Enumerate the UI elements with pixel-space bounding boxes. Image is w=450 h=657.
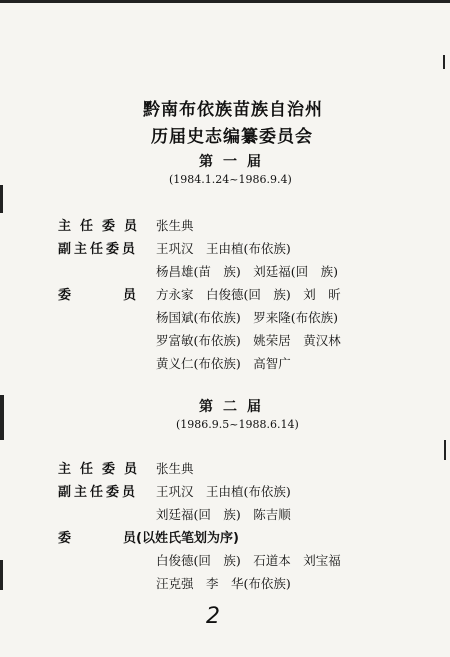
session2-heading: 第二届 — [199, 399, 271, 415]
session1-deputy-label: 副主任委员 — [58, 242, 139, 257]
page-number: 2 — [206, 604, 220, 629]
session1-members-line4: 黄义仁(布依族) 高智广 — [156, 356, 291, 371]
session1-heading: 第一届 — [199, 154, 271, 170]
session1-members-line2: 杨国斌(布依族) 罗来隆(布依族) — [156, 310, 339, 325]
session2-deputy-line1: 王巩汉 王由植(布依族) — [156, 484, 291, 499]
session2-members-label: 委 员(以姓氏笔划为序) — [58, 531, 239, 546]
scan-edge-left-mark — [0, 185, 3, 213]
scan-edge-right-mark — [443, 55, 445, 69]
session1-dates: (1984.1.24~1986.9.4) — [169, 173, 292, 186]
session1-members-line3: 罗富敏(布依族) 姚荣居 黄汉林 — [156, 333, 341, 348]
session2-deputy-label: 副主任委员 — [58, 485, 139, 500]
page-title-line1: 黔南布依族苗族自治州 — [143, 100, 323, 120]
session2-director-label: 主任委员 — [58, 462, 147, 477]
session2-deputy-line2: 刘廷福(回 族) 陈吉顺 — [156, 507, 291, 522]
session2-members-line1: 白俊德(回 族) 石道本 刘宝福 — [156, 553, 341, 568]
session1-members-line1: 方永家 白俊德(回 族) 刘 昕 — [156, 287, 341, 302]
session1-director-label: 主任委员 — [58, 219, 147, 234]
session1-director-name: 张生典 — [156, 218, 194, 233]
session1-deputy-line1: 王巩汉 王由植(布依族) — [156, 241, 291, 256]
scan-edge-left-mark — [0, 560, 3, 590]
scan-edge-left-mark — [0, 395, 4, 440]
scan-edge-right-mark — [444, 440, 446, 460]
session1-members-label: 委 员 — [58, 288, 137, 303]
page-title-line2: 历届史志编纂委员会 — [151, 127, 313, 147]
session2-director-name: 张生典 — [156, 461, 194, 476]
session2-dates: (1986.9.5~1988.6.14) — [176, 418, 299, 431]
session2-members-line2: 汪克强 李 华(布依族) — [156, 576, 291, 591]
session1-deputy-line2: 杨昌雄(苗 族) 刘廷福(回 族) — [156, 264, 339, 279]
scan-edge-top — [0, 0, 450, 3]
